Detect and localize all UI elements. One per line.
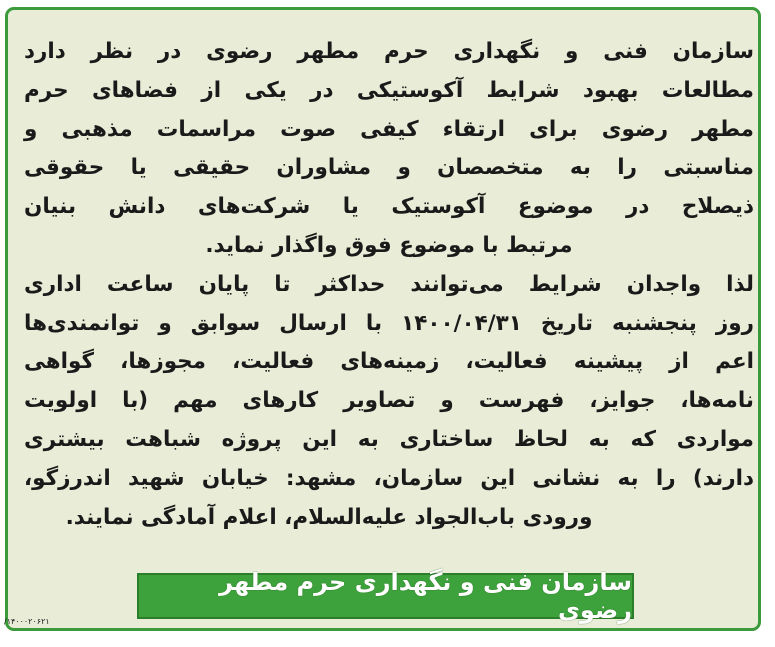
- notice-line: سازمان فنی و نگهداری حرم مطهر رضوی در نظر دارد: [24, 39, 754, 64]
- notice-line: مرتبط با موضوع فوق واگذار نماید.: [205, 232, 573, 258]
- notice-line: مواردی که به لحاظ ساختاری به این پروژه شباهت بیشتری: [24, 426, 754, 452]
- notice-line: مطهر رضوی برای ارتقاء کیفی صوت مراسمات مذهبی و: [24, 116, 754, 142]
- notice-line: مناسبتی را به متخصصان و مشاوران حقیقی یا حقوقی: [24, 155, 754, 181]
- notice-line: ذیصلاح در موضوع آکوستیک یا شرکت‌های دانش بنیان: [24, 194, 754, 220]
- notice-line: روز پنجشنبه تاریخ ۱۴۰۰/۰۴/۳۱ با ارسال سوابق و توانمندی‌ها: [24, 310, 754, 336]
- notice-line: دارند) را به نشانی این سازمان، مشهد: خیابان شهید اندرزگو،: [24, 465, 754, 491]
- signature-banner: [137, 568, 634, 624]
- notice-line: نامه‌ها، جوایز، فهرست و تصاویر کارهای مهم (با اولویت: [24, 388, 754, 414]
- notice-line: لذا واجدان شرایط می‌توانند حداکثر تا پایان ساعت اداری: [24, 271, 754, 297]
- reference-number: /۱۴۰۰۰۲۰۶۲۱: [4, 617, 50, 626]
- notice-line: ورودی باب‌الجواد علیه‌السلام، اعلام آمادگی نمایند.: [65, 504, 593, 530]
- signature-text: سازمان فنی و نگهداری حرم مطهر رضوی: [219, 568, 632, 624]
- notice-line: مطالعات بهبود شرایط آکوستیکی در یکی از فضاهای حرم: [24, 77, 754, 103]
- notice-line: اعم از پیشینه فعالیت، زمینه‌های فعالیت، مجوزها، گواهی: [24, 349, 754, 375]
- notice-body: [24, 33, 754, 537]
- notice-frame: [5, 7, 761, 631]
